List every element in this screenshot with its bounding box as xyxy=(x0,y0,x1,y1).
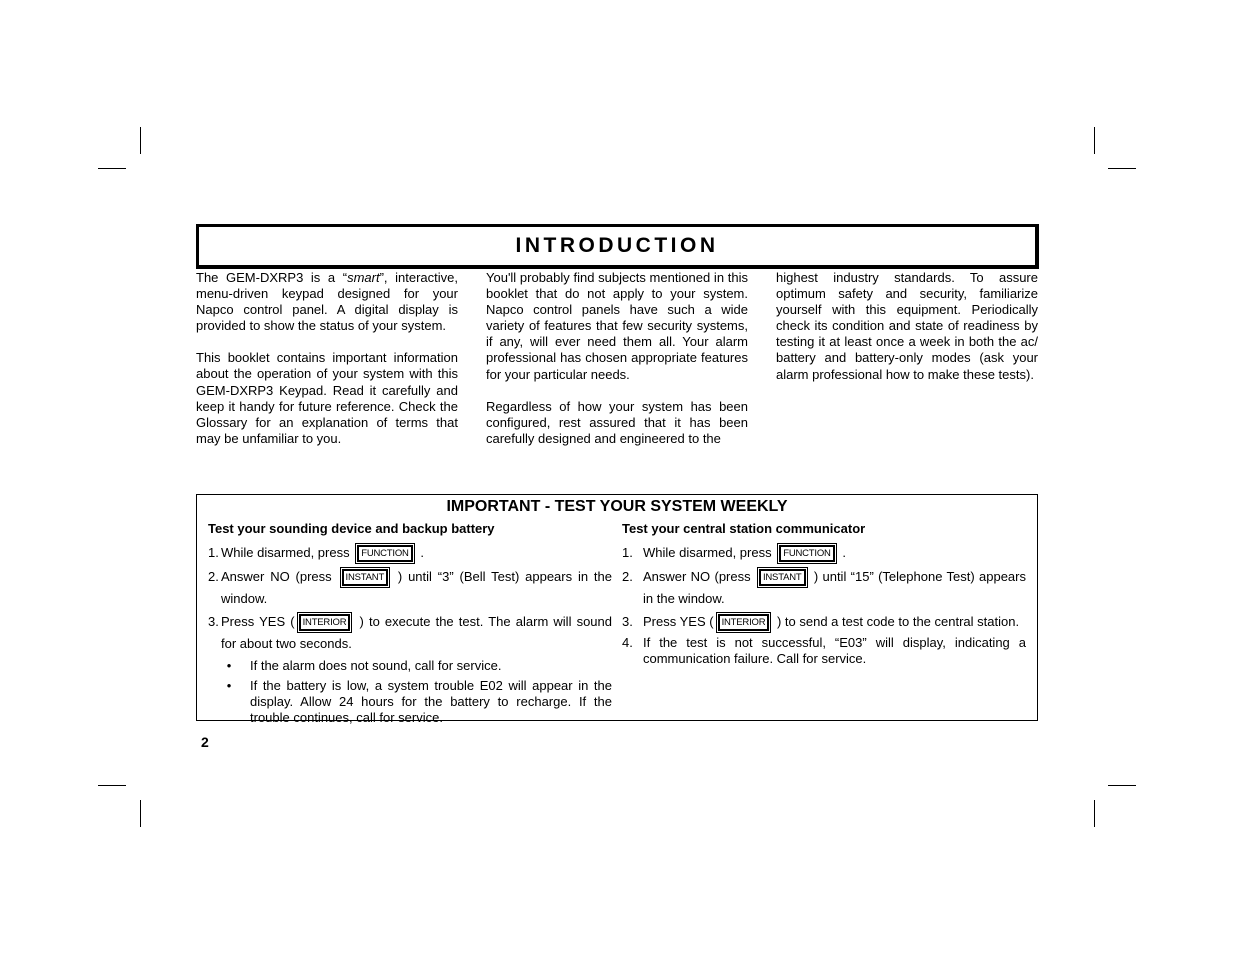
bullet-icon: • xyxy=(226,658,232,674)
list-item: • If the alarm does not sound, call for service. xyxy=(208,658,612,674)
step-notes xyxy=(208,658,612,726)
crop-mark xyxy=(1094,800,1095,827)
crop-mark xyxy=(98,785,126,786)
intro-paragraph: highest industry standards. To assure optimum safety and security, familiarize yourself with this equipment. Periodically check its condition and state of readiness by testing it at least once a week in both the ac/ battery and battery-only modes (ask your alarm professional how to make these tests). xyxy=(776,270,1038,382)
intro-paragraph: The GEM-DXRP3 is a “smart”, interactive, menu-driven keypad designed for your Napco control panel. A digital display is provided to show the status of your system. xyxy=(196,270,458,334)
list-item: 1. While disarmed, press FUNCTION . xyxy=(622,542,1026,564)
interior-key-icon: INTERIOR xyxy=(716,612,772,633)
bullet-icon: • xyxy=(226,678,232,694)
intro-paragraph: This booklet contains important information about the operation of your system with this GEM-DXRP3 Keypad. Read it carefully and keep it handy for future reference. Check the Glossary for an explanation of terms that may be unfamiliar to you. xyxy=(196,350,458,446)
test-weekly-box xyxy=(196,494,1038,726)
instant-key-icon: INSTANT xyxy=(757,567,808,588)
crop-mark xyxy=(98,168,126,169)
section-title-box xyxy=(196,224,1039,269)
interior-key-icon: INTERIOR xyxy=(297,612,353,633)
crop-mark xyxy=(1094,127,1095,154)
crop-mark xyxy=(1108,785,1136,786)
communicator-heading: Test your central station communicator xyxy=(622,521,866,536)
function-key-icon: FUNCTION xyxy=(777,543,836,564)
intro-column-1 xyxy=(196,270,458,463)
intro-column-3 xyxy=(776,270,1038,399)
crop-mark xyxy=(1108,168,1136,169)
list-item: 3. Press YES ( INTERIOR ) to execute the test. The alarm will sound for about two seconds. xyxy=(208,614,612,652)
intro-column-2 xyxy=(486,270,748,463)
page-number: 2 xyxy=(201,734,209,750)
crop-mark xyxy=(140,800,141,827)
list-item: • If the battery is low, a system trouble E02 will appear in the display. Allow 24 hours for the battery to recharge. If the trouble continues, call for service. xyxy=(208,678,612,726)
list-item: 2. Answer NO (press INSTANT ) until “15” (Telephone Test) appears in the window. xyxy=(622,569,1026,607)
crop-mark xyxy=(140,127,141,154)
communicator-steps xyxy=(622,542,1026,667)
section-title: INTRODUCTION xyxy=(515,234,719,257)
list-item: 3. Press YES ( INTERIOR ) to send a test code to the central station. xyxy=(622,611,1026,633)
test-box-title: IMPORTANT - TEST YOUR SYSTEM WEEKLY xyxy=(446,498,788,515)
list-item: 2. Answer NO (press INSTANT ) until “3” (Bell Test) appears in the window. xyxy=(208,569,612,607)
intro-paragraph: You'll probably find subjects mentioned in this booklet that do not apply to your system. Napco control panels have such a wide variety of features that few security systems, if any, will ever need them all. Your alarm professional has chosen appropriate features for your particular needs. xyxy=(486,270,748,382)
list-item: 4. If the test is not successful, “E03” will display, indicating a communication failure. Call for service. xyxy=(622,635,1026,667)
function-key-icon: FUNCTION xyxy=(355,543,414,564)
intro-paragraph: Regardless of how your system has been configured, rest assured that it has been carefully designed and engineered to the xyxy=(486,398,748,446)
list-item: 1. While disarmed, press FUNCTION . xyxy=(208,542,612,564)
instant-key-icon: INSTANT xyxy=(340,567,391,588)
sounding-device-heading: Test your sounding device and backup battery xyxy=(208,521,495,536)
sounding-device-steps xyxy=(208,542,612,726)
